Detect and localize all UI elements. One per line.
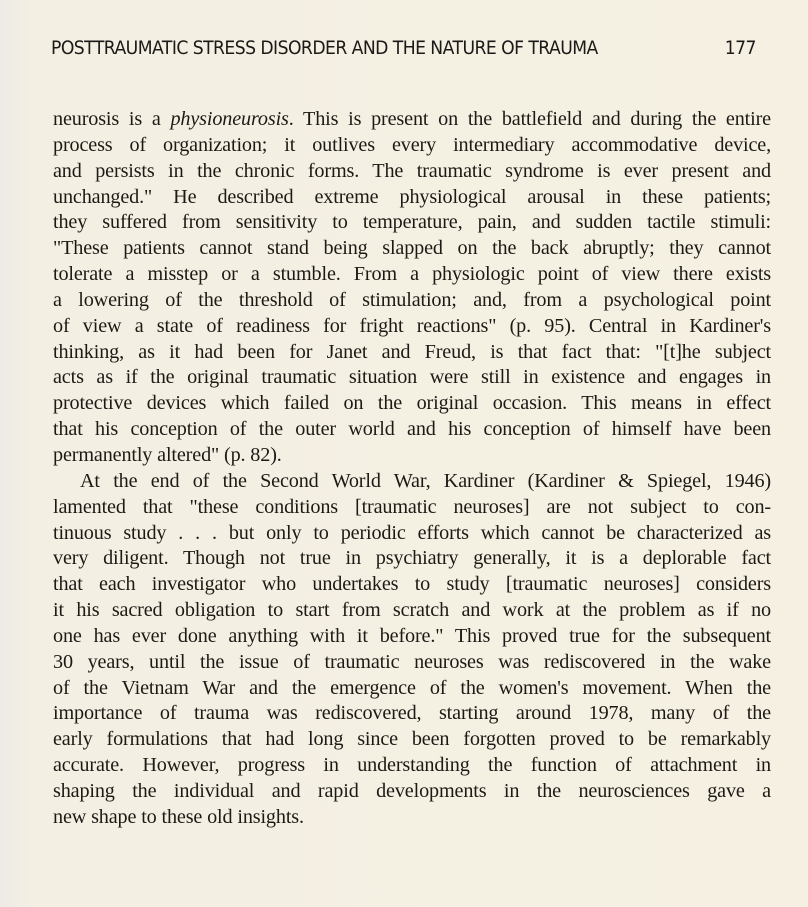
text-line: one has ever done anything with it before." This proved true for the subsequent: [53, 624, 771, 647]
running-title: POSTTRAUMATIC STRESS DISORDER AND THE NATURE OF TRAUMA: [51, 38, 598, 59]
text-line: unchanged." He described extreme physiological arousal in these patients;: [53, 185, 771, 208]
text-line: 30 years, until the issue of traumatic neuroses was rediscovered in the wake: [53, 650, 771, 673]
text-line: new shape to these old insights.: [53, 805, 304, 828]
text-line: they suffered from sensitivity to temperature, pain, and sudden tactile stimuli:: [53, 211, 771, 234]
text-line: accurate. However, progress in understanding the function of attachment in: [53, 754, 771, 777]
text-line: importance of trauma was rediscovered, starting around 1978, many of the: [53, 702, 771, 725]
text-line: of view a state of readiness for fright reactions" (p. 95). Central in Kardiner's: [53, 314, 771, 337]
text-line: of the Vietnam War and the emergence of the women's movement. When the: [53, 676, 771, 699]
text-line: tolerate a misstep or a stumble. From a physiologic point of view there exists: [53, 263, 771, 286]
paragraph-2: [53, 469, 771, 831]
text-line: tinuous study . . . but only to periodic efforts which cannot be characterized as: [53, 521, 771, 544]
text-line: that his conception of the outer world and his conception of himself have been: [53, 418, 771, 441]
text-line: a lowering of the threshold of stimulation; and, from a psychological point: [53, 288, 771, 311]
text-line: lamented that "these conditions [traumatic neuroses] are not subject to con-: [53, 495, 771, 518]
paragraph-1: [53, 107, 771, 469]
text-line: acts as if the original traumatic situation were still in existence and engages in: [53, 366, 771, 389]
text-line: very diligent. Though not true in psychiatry generally, it is a deplorable fact: [53, 547, 771, 570]
text-line: that each investigator who undertakes to study [traumatic neuroses] considers: [53, 573, 771, 596]
text-line: process of organization; it outlives every intermediary accommodative device,: [53, 133, 771, 156]
text-line: At the end of the Second World War, Kardiner (Kardiner & Spiegel, 1946): [80, 469, 771, 492]
text-line: "These patients cannot stand being slapped on the back abruptly; they cannot: [53, 237, 771, 260]
text-line: and persists in the chronic forms. The traumatic syndrome is ever present and: [53, 159, 771, 182]
body-text: [53, 107, 771, 831]
text-line: permanently altered" (p. 82).: [53, 443, 282, 466]
running-head: [51, 38, 756, 68]
text-line: thinking, as it had been for Janet and Freud, is that fact that: "[t]he subject: [53, 340, 771, 363]
text-line: neurosis is a physioneurosis. This is present on the battlefield and during the entire: [53, 108, 771, 130]
page-number: 177: [724, 38, 756, 59]
text-line: shaping the individual and rapid developments in the neurosciences gave a: [53, 779, 771, 802]
emphasis-term: physioneurosis: [170, 108, 289, 130]
text-line: protective devices which failed on the original occasion. This means in effect: [53, 392, 771, 415]
text-line: it his sacred obligation to start from scratch and work at the problem as if no: [53, 599, 771, 622]
text-line: early formulations that had long since been forgotten proved to be remarkably: [53, 728, 771, 751]
